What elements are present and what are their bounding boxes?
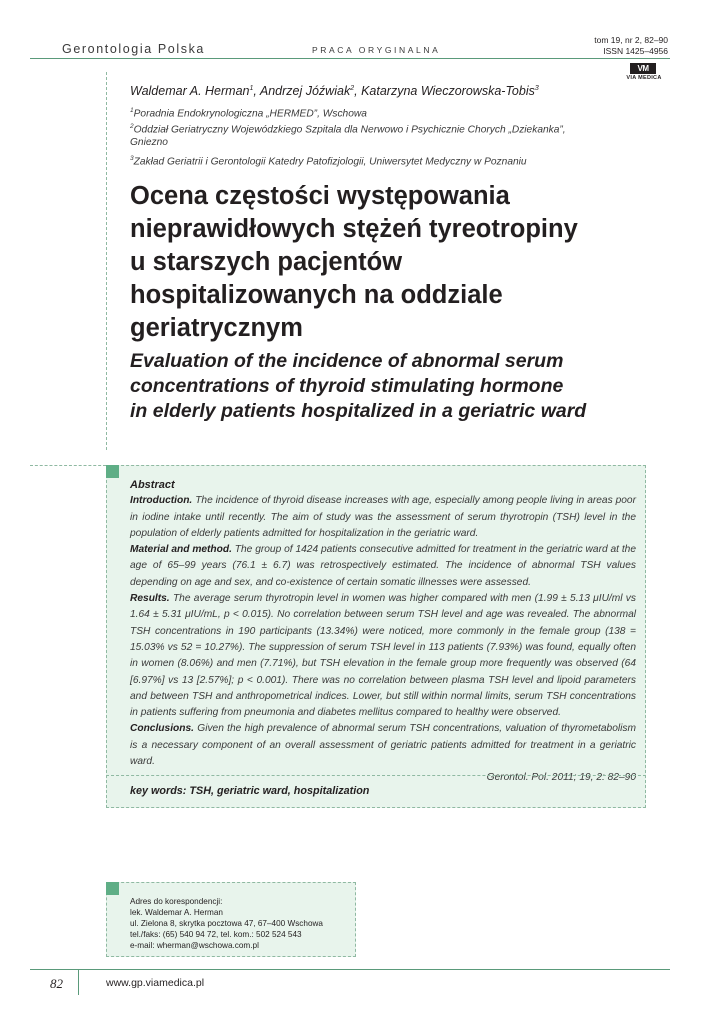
header-rule	[30, 58, 670, 59]
affiliation	[130, 119, 566, 138]
keywords: key words: TSH, geriatric ward, hospitalization	[130, 785, 370, 797]
affiliation-text: Oddział Geriatryczny Wojewódzkiego Szpitala dla Nerwowo i Psychicznie Chorych „Dziekanka”,	[133, 124, 566, 136]
abstract	[130, 477, 636, 787]
title-polish	[130, 180, 650, 345]
author-sup: 1	[249, 84, 254, 92]
correspondence-line: ul. Zielona 8, skrytka pocztowa 47, 67–400 Wschowa	[130, 919, 323, 928]
conclusions-label: Conclusions.	[130, 723, 194, 735]
page-number: 82	[50, 976, 63, 991]
title-line: u starszych pacjentów	[130, 248, 403, 276]
affiliation-sup: 1	[130, 107, 134, 114]
title-line: Evaluation of the incidence of abnormal serum	[130, 350, 564, 372]
dashed-separator	[30, 465, 106, 466]
correspondence-line: tel./faks: (65) 540 94 72, tel. kom.: 502 524 543	[130, 930, 302, 939]
abstract-methods	[130, 542, 636, 591]
affiliation-text: Gniezno	[130, 137, 168, 148]
title-line: concentrations of thyroid stimulating hormone	[130, 375, 564, 397]
logo-mark: VM	[630, 63, 656, 74]
title-line: geriatrycznym	[130, 314, 303, 342]
footer-rule	[30, 969, 670, 970]
volume-issue: tom 19, nr 2, 82–90	[594, 35, 668, 45]
footer-divider	[78, 969, 79, 995]
journal-name: Gerontologia Polska	[62, 42, 205, 56]
correspondence-email[interactable]: e-mail: wherman@wschowa.com.pl	[130, 941, 259, 950]
affiliation	[130, 151, 527, 170]
title-line: in elderly patients hospitalized in a geriatric ward	[130, 400, 587, 422]
left-dashed-rule	[106, 72, 107, 450]
author: Katarzyna Wieczorowska-Tobis	[361, 84, 535, 98]
author: Waldemar A. Herman	[130, 84, 250, 98]
author: Andrzej Jóźwiak	[259, 84, 351, 98]
issn: ISSN 1425–4956	[603, 46, 668, 56]
abstract-marker	[106, 465, 119, 478]
keywords-separator	[106, 775, 646, 776]
website-link[interactable]: www.gp.viamedica.pl	[106, 977, 205, 989]
abstract-introduction	[130, 493, 636, 542]
affiliation	[130, 135, 168, 151]
methods-text: The group of 1424 patients consecutive admitted for treatment in the geriatric ward at the age of 65–99 years (76.1 ± 6.7) was retrospectively estimated. The incidence of abnormal TSH values depending on age and sex, and co-existence of certain somatic illnesses were assessed.	[130, 544, 637, 588]
volume-info	[594, 35, 668, 57]
results-text: The average serum thyrotropin level in women was higher compared with men (1.99 ± 5.13 μIU/ml vs 1.64 ± 5.31 μIU/mL, p < 0.015). No correlation between serum TSH level and age was revealed. The abnormal TSH concentrations in 190 participants (13.34%) were noticed, more commonly in the female group (138 = 15.03% vs 52 = 10.27%). The suppression of serum TSH level in 113 patients (7.93%) was found, equally often in women (8.06%) and men (7.71%), but TSH elevation in the female group more frequently was observed (64 [6.97%] vs 13 [2.57%]; p < 0.001). There was no correlation between plasma TSH level and lipoid parameters and between TSH and anthropometrical indices. Lower, but still within normal limits, serum TSH concentrations in patients suffering from pneumonia and diabetes mellitus compared to healthy were observed.	[130, 593, 636, 719]
intro-text: The incidence of thyroid disease increases with age, especially among people living in areas poor in iodine intake until recently. The aim of study was the assessment of serum thyrotropin (TSH) level in the population of elderly patients admitted for hospitalization in the geriatric ward.	[130, 495, 636, 539]
correspondence-line: lek. Waldemar A. Herman	[130, 908, 223, 917]
author-sup: 2	[350, 84, 355, 92]
intro-label: Introduction.	[130, 495, 193, 507]
citation: Gerontol. Pol. 2011; 19, 2: 82–90	[486, 772, 636, 784]
affiliation-sup: 2	[130, 123, 134, 130]
correspondence-marker	[106, 882, 119, 895]
abstract-heading: Abstract	[130, 479, 175, 491]
title-line: Ocena częstości występowania	[130, 182, 510, 210]
logo-text: VIA MEDICA	[626, 75, 662, 81]
author-sup: 3	[534, 84, 539, 92]
affiliation-text: Zakład Geriatrii i Gerontologii Katedry Patofizjologii, Uniwersytet Medyczny w Poznaniu	[133, 156, 527, 168]
affiliation-sup: 3	[130, 155, 134, 162]
correspondence-line: Adres do korespondencji:	[130, 897, 223, 906]
title-line: hospitalizowanych na oddziale	[130, 281, 503, 309]
title-line: nieprawidłowych stężeń tyreotropiny	[130, 215, 578, 243]
via-medica-logo	[620, 63, 668, 85]
title-english	[130, 349, 650, 424]
conclusions-text: Given the high prevalence of abnormal serum TSH concentrations, valuation of thyrometabolism is a necessary component of an overall assessment of geriatric patients admitted for treatment in a geriatric ward.	[130, 723, 636, 768]
abstract-conclusions	[130, 721, 636, 770]
abstract-results	[130, 591, 636, 721]
author-list: Waldemar A. Herman$^1$, Andrzej Jóźwiak$^2$, Katarzyna Wieczorowska-Tobis$^3$	[130, 84, 539, 98]
affiliation-text: Poradnia Endokrynologiczna „HERMED”, Wschowa	[133, 108, 367, 120]
article-type: PRACA ORYGINALNA	[312, 45, 441, 55]
methods-label: Material and method.	[130, 544, 232, 556]
results-label: Results.	[130, 593, 170, 605]
correspondence	[130, 896, 323, 951]
